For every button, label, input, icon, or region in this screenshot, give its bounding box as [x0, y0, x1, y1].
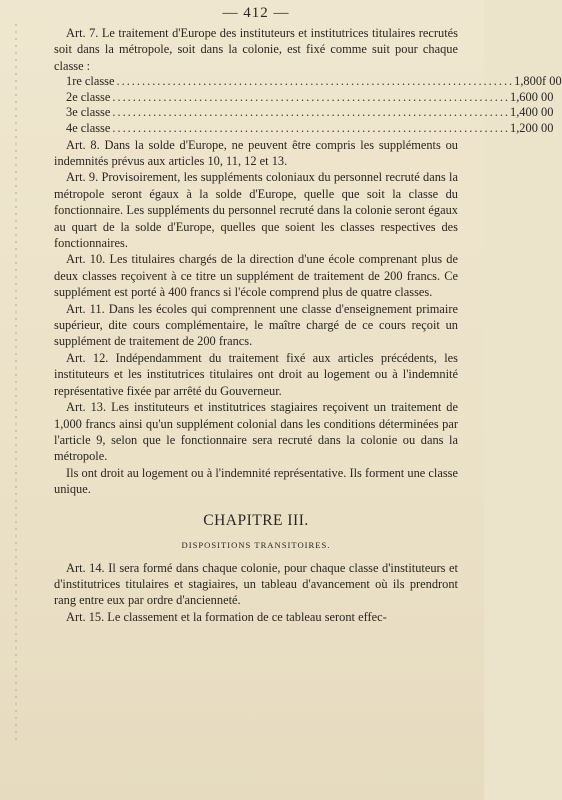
leader-dots: ..............................................................................: [112, 121, 511, 135]
leader-dots: ..............................................................................: [116, 74, 515, 89]
class-label: 1re classe: [66, 74, 115, 89]
margin-line-mark: [10, 24, 22, 744]
salary-row: [66, 74, 562, 90]
article-8: Art. 8. Dans la solde d'Europe, ne peuvent être compris les suppléments ou indemnités prévus aux articles 10, 11, 12 et 13.: [54, 137, 458, 168]
article-7: Art. 7. Le traitement d'Europe des instituteurs et institutrices titulaires recrutés soit dans la métropole, soit dans la colonie, est fixé comme suit pour chaque classe :: [54, 26, 458, 73]
salary-table: [66, 74, 562, 136]
class-label: 4e classe: [66, 121, 111, 135]
salary-value: 1,600 00: [510, 89, 554, 104]
salary-row: [66, 105, 554, 121]
leader-dots: ..............................................................................: [112, 105, 511, 120]
article-13-continued: Ils ont droit au logement ou à l'indemnité représentative. Ils forment une classe unique.: [54, 465, 458, 497]
chapter-heading: CHAPITRE III.: [203, 511, 309, 529]
article-14: Art. 14. Il sera formé dans chaque colonie, pour chaque classe d'instituteurs et d'institutrices titulaires et stagiaires, un tableau d'avancement où ils prendront rang entre eux par ordre d'ancienneté.: [54, 560, 458, 608]
leader-dots: ..............................................................................: [112, 89, 511, 104]
salary-row: [66, 89, 554, 106]
salary-value: 1,200 00: [510, 121, 554, 135]
class-label: 3e classe: [66, 105, 111, 120]
class-label: 2e classe: [66, 89, 111, 104]
section-subtitle: DISPOSITIONS TRANSITOIRES.: [181, 539, 331, 550]
article-10: Art. 10. Les titulaires chargés de la direction d'une école comprenant plus de deux classes reçoivent à ce titre un supplément de traitement de 200 francs. Ce supplément est porté à 400 francs si l'école comprend plus de quatre classes.: [54, 252, 458, 300]
page-number: — 412 —: [222, 5, 290, 21]
salary-row: [66, 121, 554, 137]
article-12: Art. 12. Indépendamment du traitement fixé aux articles précédents, les instituteurs et les institutrices titulaires ont droit au logement ou à l'indemnité représentative fixée par arrêté du Gouverneur.: [54, 350, 458, 398]
salary-value: 1,800f 00: [514, 74, 562, 89]
article-13: Art. 13. Les instituteurs et institutrices stagiaires reçoivent un traitement de 1,000 francs ainsi qu'un supplément colonial dans les conditions déterminées par l'article 9, selon que le fonctionnaire sera recruté dans la colonie ou dans la métropole.: [54, 400, 458, 464]
article-11: Art. 11. Dans les écoles qui comprennent une classe d'enseignement primaire supérieur, dite cours complémentaire, le maître chargé de ce cours reçoit un supplément de traitement de 200 francs.: [54, 301, 458, 349]
salary-value: 1,400 00: [510, 105, 554, 120]
article-15: Art. 15. Le classement et la formation de ce tableau seront effec-: [66, 609, 387, 624]
article-9: Art. 9. Provisoirement, les suppléments coloniaux du personnel recruté dans la métropole seront égaux à la solde d'Europe, quelle que soit la classe du fonctionnaire. Les suppléments du personnel recruté dans la colonie seront égaux au quart de la solde d'Europe, quelles que soient les classes respectives des fonctionnaires.: [54, 170, 458, 251]
